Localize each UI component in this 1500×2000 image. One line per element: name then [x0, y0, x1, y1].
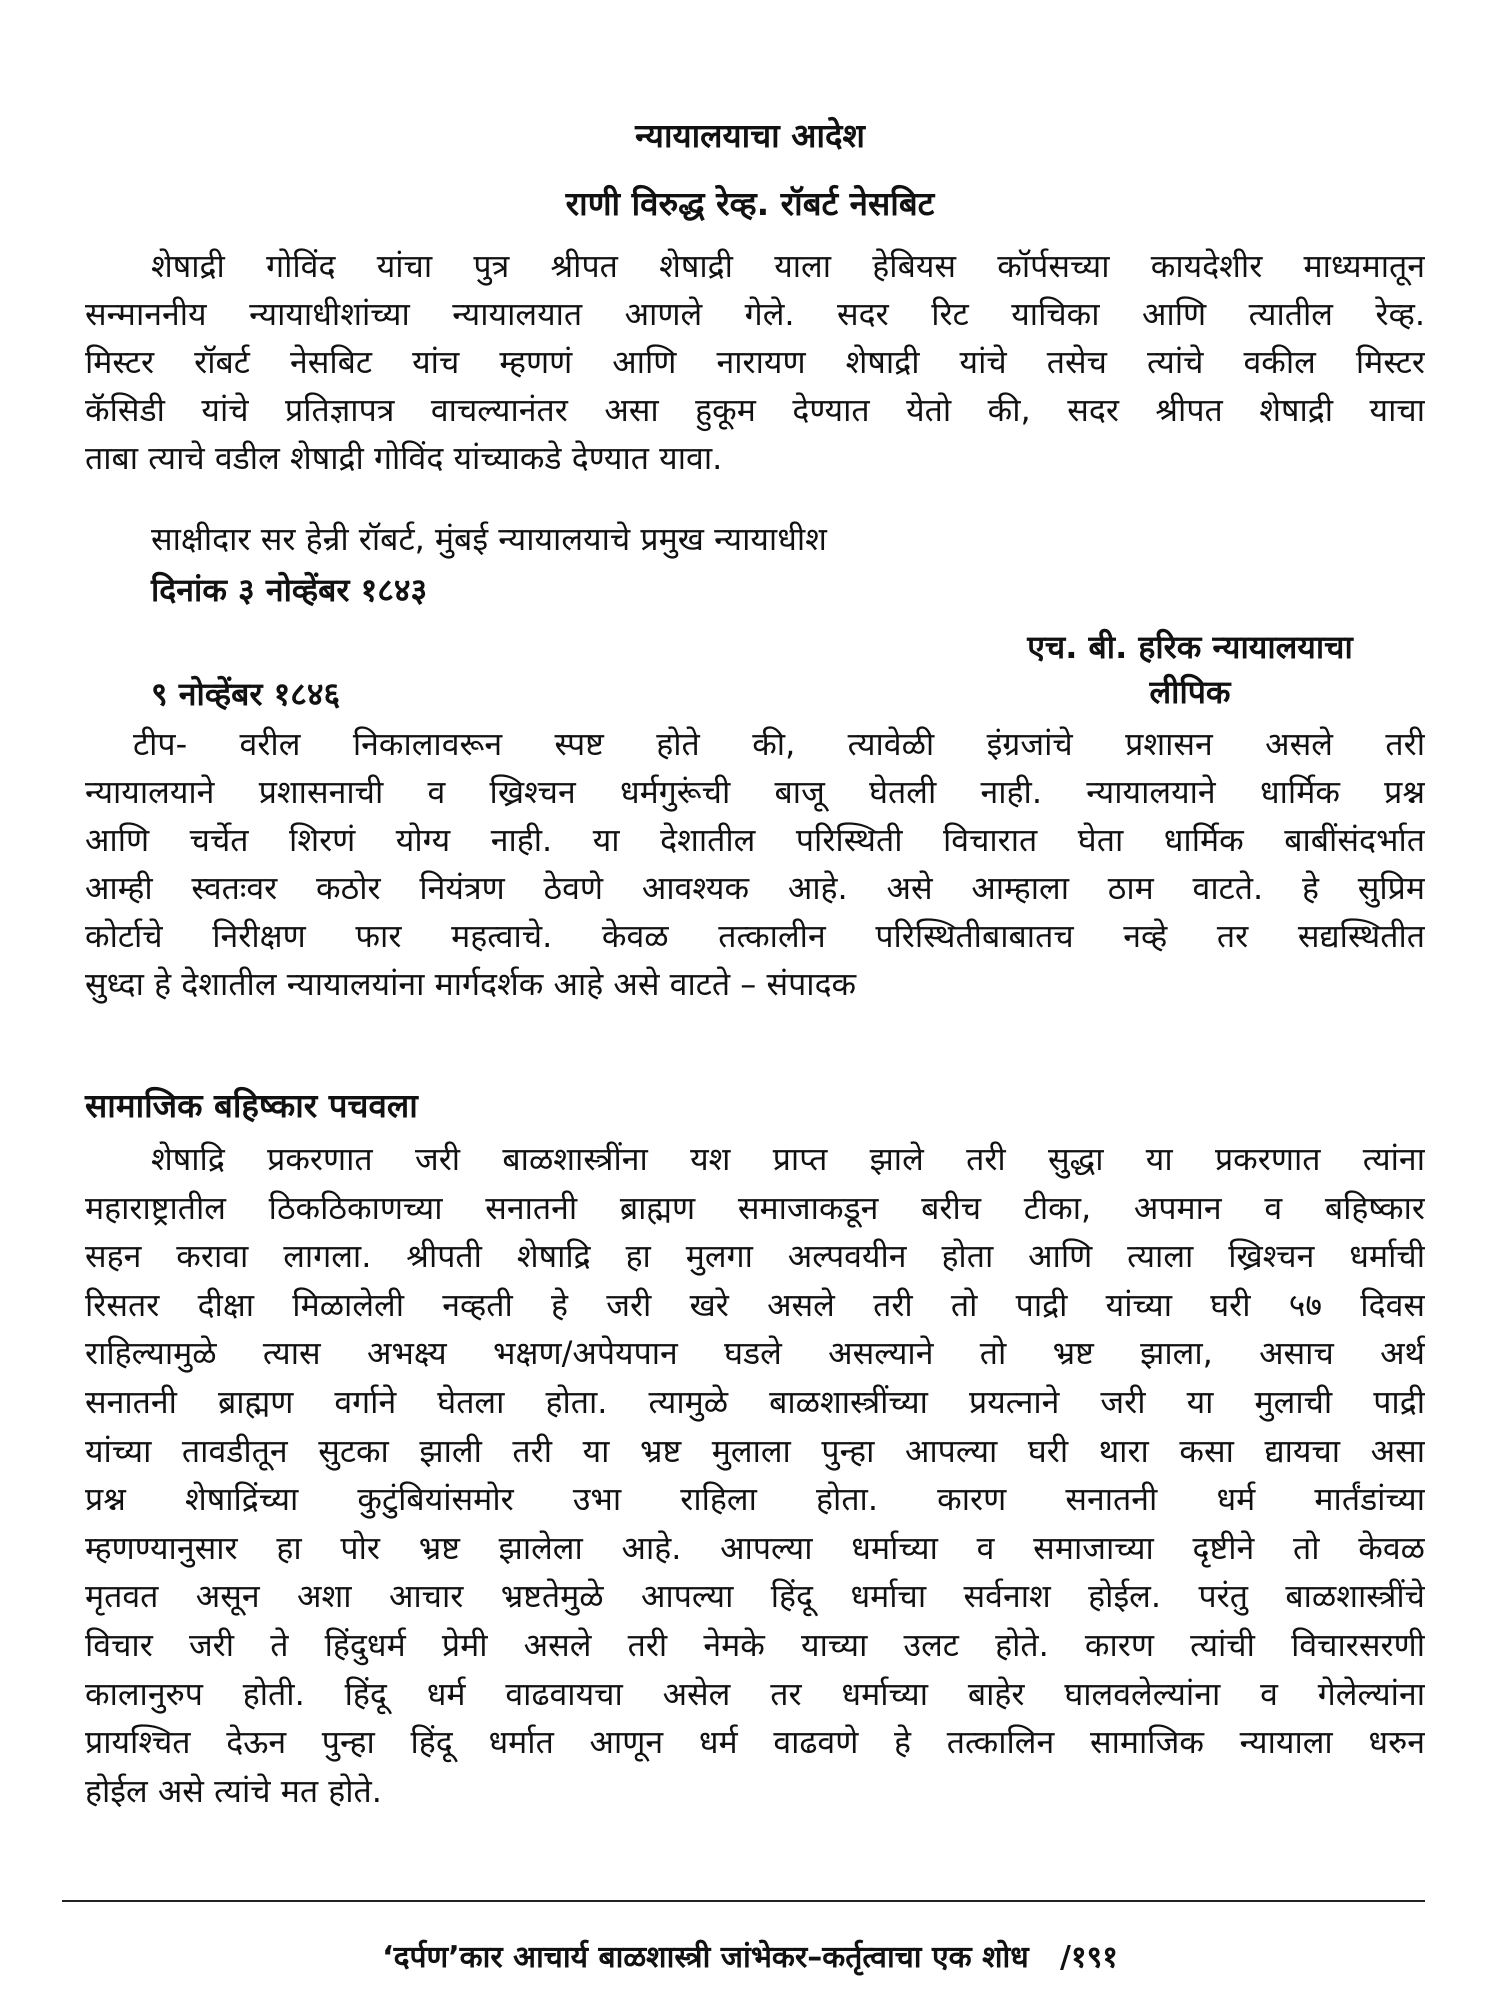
section-heading: सामाजिक बहिष्कार पचवला	[85, 1086, 418, 1125]
page-title: न्यायालयाचा आदेश	[635, 116, 865, 155]
witness-line: साक्षीदार सर हेन्री रॉबर्ट, मुंबई न्यायालयाचे प्रमुख न्यायाधीश	[151, 520, 827, 558]
order-line: शेषाद्री गोविंद यांचा पुत्र श्रीपत शेषाद्री याला हेबियस कॉर्पसच्या कायदेशीर माध्यमातून	[151, 247, 1425, 285]
section-line: प्रश्न शेषाद्रिंच्या कुटुंबियांसमोर उभा राहिला होता. कारण सनातनी धर्म मार्तंडांच्या	[85, 1480, 1425, 1519]
section-line: प्रायश्चित देऊन पुन्हा हिंदू धर्मात आणून धर्म वाढवणे हे तत्कालिन सामाजिक न्यायाला धरुन	[85, 1723, 1425, 1762]
note-line: आम्ही स्वतःवर कठोर नियंत्रण ठेवणे आवश्यक आहे. असे आम्हाला ठाम वाटते. हे सुप्रिम	[85, 869, 1425, 907]
section-line: शेषाद्रि प्रकरणात जरी बाळशास्त्रींना यश प्राप्त झाले तरी सुद्धा या प्रकरणात त्यांना	[151, 1140, 1425, 1178]
note-line: कोर्टाचे निरीक्षण फार महत्वाचे. केवळ तत्कालीन परिस्थितीबाबातच नव्हे तर सद्यस्थितीत	[85, 917, 1425, 955]
note-line: न्यायालयाने प्रशासनाची व ख्रिश्चन धर्मगुरूंची बाजू घेतली नाही. न्यायालयाने धार्मिक प्रश्न	[85, 773, 1425, 811]
section-line: होईल असे त्यांचे मत होते.	[85, 1771, 382, 1810]
note-line: आणि चर्चेत शिरणं योग्य नाही. या देशातील परिस्थिती विचारात घेता धार्मिक बाबींसंदर्भात	[85, 821, 1425, 859]
note-line: सुध्दा हे देशातील न्यायालयांना मार्गदर्शक आहे असे वाटते – संपादक	[85, 965, 857, 1003]
section-line: महाराष्ट्रातील ठिकठिकाणच्या सनातनी ब्राह्मण समाजाकडून बरीच टीका, अपमान व बहिष्कार	[85, 1188, 1425, 1227]
clerk-signature: एच. बी. हरिक न्यायालयाचा	[1027, 628, 1353, 666]
clerk-title: लीपिक	[1149, 673, 1231, 711]
section-line: सनातनी ब्राह्मण वर्गाने घेतला होता. त्यामुळे बाळशास्त्रींच्या प्रयत्नाने जरी या मुलाची पाद्री	[85, 1382, 1425, 1421]
section-line: राहिल्यामुळे त्यास अभक्ष्य भक्षण/अपेयपान घडले असल्याने तो भ्रष्ट झाला, असाच अर्थ	[85, 1334, 1425, 1373]
section-line: कालानुरुप होती. हिंदू धर्म वाढवायचा असेल तर धर्माच्या बाहेर घालवलेल्यांना व गेलेल्यांना	[85, 1674, 1425, 1713]
footer-divider	[62, 1900, 1425, 1902]
section-paragraph	[85, 1135, 1425, 1815]
order-date: दिनांक ३ नोव्हेंबर १८४३	[151, 571, 428, 609]
section-line: यांच्या तावडीतून सुटका झाली तरी या भ्रष्ट मुलाला पुन्हा आपल्या घरी थारा कसा द्यायचा असा	[85, 1431, 1425, 1470]
order-line: मिस्टर रॉबर्ट नेसबिट यांच म्हणणं आणि नारायण शेषाद्री यांचे तसेच त्यांचे वकील मिस्टर	[85, 343, 1425, 381]
section-line: विचार जरी ते हिंदुधर्म प्रेमी असले तरी नेमके याच्या उलट होते. कारण त्यांची विचारसरणी	[85, 1625, 1425, 1664]
order-line: सन्माननीय न्यायाधीशांच्या न्यायालयात आणले गेले. सदर रिट याचिका आणि त्यातील रेव्ह.	[85, 295, 1425, 333]
section-line: मृतवत असून अशा आचार भ्रष्टतेमुळे आपल्या हिंदू धर्माचा सर्वनाश होईल. परंतु बाळशास्त्रींचे	[85, 1577, 1425, 1616]
court-order-paragraph	[85, 242, 1425, 482]
order-line: कॅसिडी यांचे प्रतिज्ञापत्र वाचल्यानंतर असा हुकूम देण्यात येतो की, सदर श्रीपत शेषाद्री याचा	[85, 391, 1425, 429]
section-line: सहन करावा लागला. श्रीपती शेषाद्रि हा मुलगा अल्पवयीन होता आणि त्याला ख्रिश्चन धर्माची	[85, 1237, 1425, 1276]
case-subtitle: राणी विरुद्ध रेव्ह. रॉबर्ट नेसबिट	[565, 184, 935, 223]
section-line: म्हणण्यानुसार हा पोर भ्रष्ट झालेला आहे. आपल्या धर्माच्या व समाजाच्या दृष्टीने तो केवळ	[85, 1528, 1425, 1567]
note-line: टीप- वरील निकालावरून स्पष्ट होते की, त्यावेळी इंग्रजांचे प्रशासन असले तरी	[133, 725, 1425, 763]
editor-note-paragraph	[85, 720, 1425, 1008]
order-line: ताबा त्याचे वडील शेषाद्री गोविंद यांच्याकडे देण्यात यावा.	[85, 439, 723, 477]
clerk-date: ९ नोव्हेंबर १८४६	[151, 675, 341, 713]
section-line: रिसतर दीक्षा मिळालेली नव्हती हे जरी खरे असले तरी तो पाद्री यांच्या घरी ५७ दिवस	[85, 1285, 1425, 1324]
page-footer: ‘दर्पण’कार आचार्य बाळशास्त्री जांभेकर–कर्तृत्वाचा एक शोध /१९१	[382, 1940, 1118, 1975]
